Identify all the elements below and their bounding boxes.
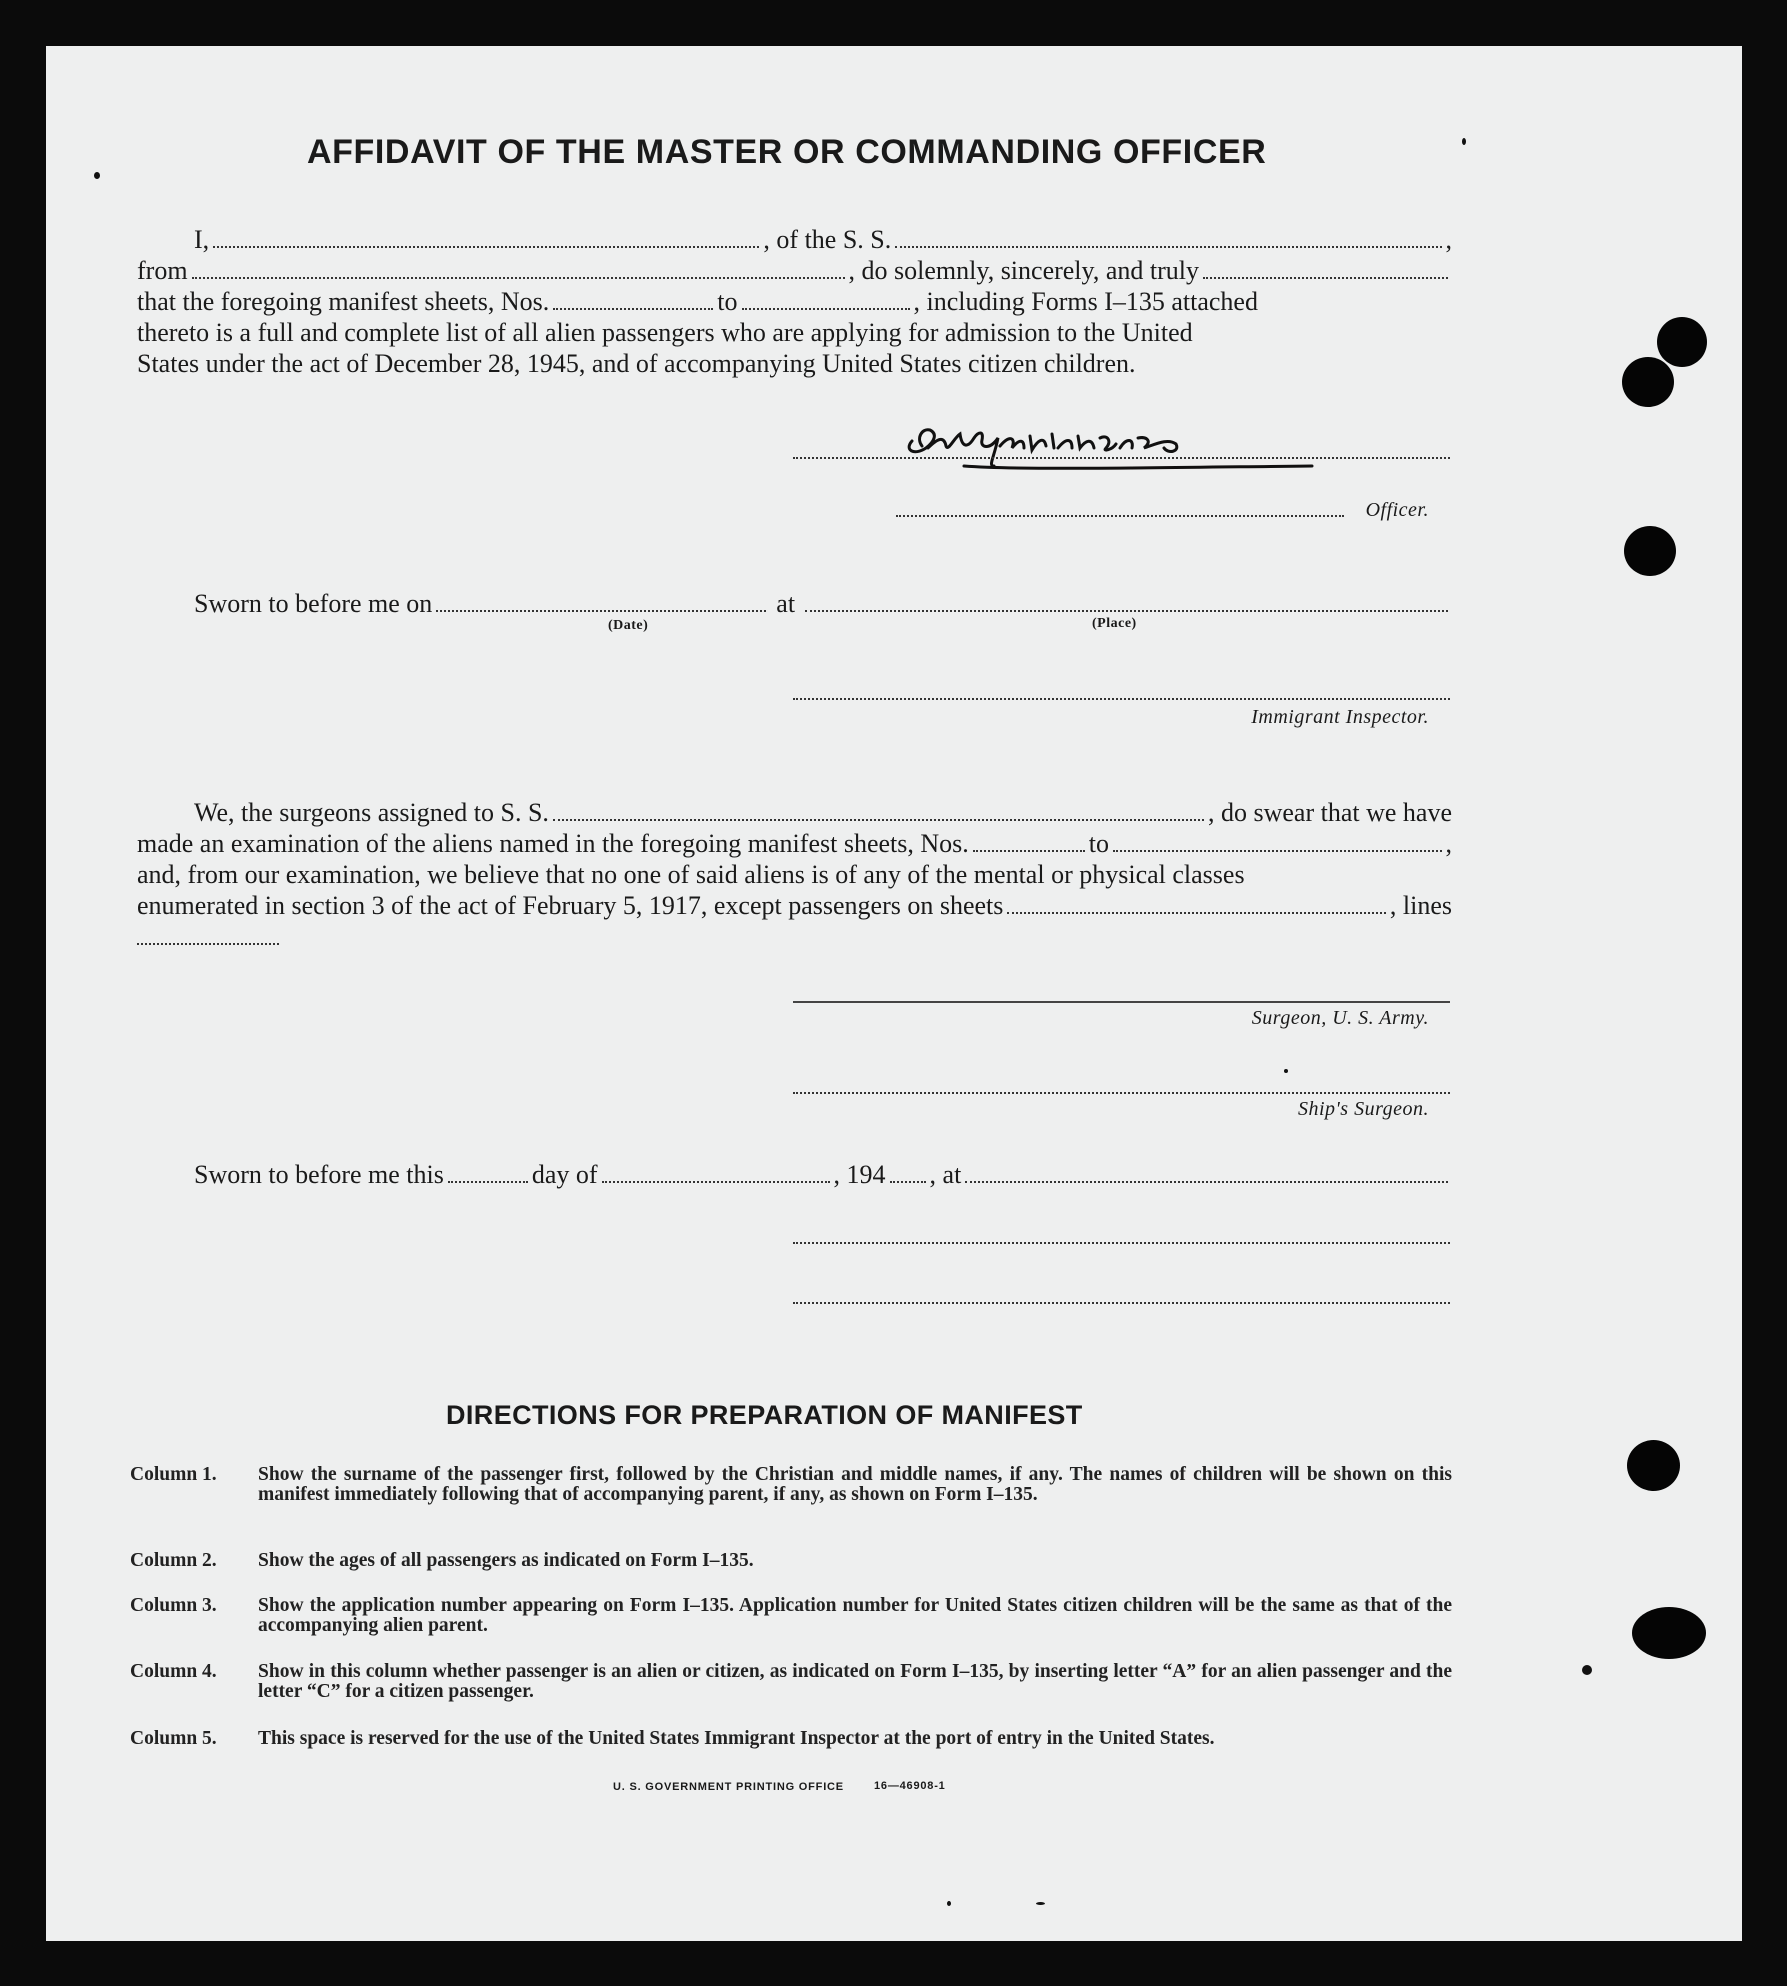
page-title: AFFIDAVIT OF THE MASTER OR COMMANDING OFFICER: [307, 133, 1267, 171]
departure-port-field[interactable]: [192, 277, 845, 279]
surgeon-line-1: [137, 797, 1452, 828]
surgeon-line-3: [137, 859, 1452, 890]
punch-hole: [1624, 526, 1676, 576]
punch-hole: [1627, 1440, 1680, 1491]
direction-text: Show in this column whether passenger is an alien or citizen, as indicated on Form I–135, by inserting letter “A” for an alien passenger and the letter “C” for a citizen passenger.: [258, 1661, 1452, 1702]
speck: [94, 172, 100, 179]
date-caption: (Date): [608, 618, 649, 633]
direction-item: [130, 1662, 1452, 1704]
affidavit-text: States under the act of December 28, 1945, and of accompanying United States citizen children.: [137, 349, 1136, 378]
speck: [947, 1901, 951, 1906]
ship-surgeon-signature-line: [793, 1092, 1450, 1094]
speck: [1036, 1902, 1045, 1905]
direction-text: This space is reserved for the use of the United States Immigrant Inspector at the port of entry in the United States.: [258, 1728, 1215, 1749]
sheet-to-field[interactable]: [742, 308, 910, 310]
except-sheets-field[interactable]: [1007, 912, 1385, 914]
direction-text: Show the application number appearing on Form I–135. Application number for United States citizen children will be the same as that of the accompanying alien parent.: [258, 1595, 1452, 1636]
affidavit-line-1: [137, 224, 1452, 255]
signature-line: [793, 1242, 1450, 1244]
army-surgeon-signature-line: [793, 1001, 1450, 1003]
surgeon-text: made an examination of the aliens named in the foregoing manifest sheets, Nos.: [137, 829, 969, 858]
affidavit-line-3: [137, 286, 1452, 317]
printer-imprint: U. S. GOVERNMENT PRINTING OFFICE: [613, 1781, 844, 1793]
place-caption: (Place): [1092, 616, 1137, 631]
except-lines-field[interactable]: [137, 943, 279, 945]
punch-hole: [1622, 357, 1674, 407]
surgeon-sheet-from-field[interactable]: [973, 850, 1085, 852]
sworn-text: Sworn to before me this: [194, 1160, 444, 1189]
sworn-text: day of: [531, 1160, 598, 1189]
direction-column-label: Column 1.: [130, 1464, 217, 1485]
sworn-line-2: [194, 1159, 1452, 1190]
sworn-text: Sworn to before me on: [194, 589, 433, 618]
affidavit-line-4: [137, 317, 1452, 348]
surgeon-line-2: [137, 828, 1452, 859]
direction-item: [130, 1551, 1452, 1573]
surgeon-text: to: [1088, 829, 1109, 858]
ship-surgeon-label: Ship's Surgeon.: [1297, 1098, 1429, 1120]
speck: [1582, 1665, 1592, 1675]
affidavit-text: , including Forms I–135 attached: [913, 287, 1258, 316]
affidavit-line-2: [137, 255, 1452, 286]
sworn-text: , at: [929, 1160, 962, 1189]
officer-signature: [898, 408, 1318, 478]
surgeon-text: , do swear that we have: [1207, 798, 1452, 827]
sworn-month-field[interactable]: [602, 1181, 830, 1183]
speck: [1462, 138, 1466, 145]
direction-item: [130, 1465, 1452, 1525]
sworn-place-field[interactable]: [805, 610, 1448, 612]
affidavit-text: , of the S. S.: [763, 225, 892, 254]
officer-label: Officer.: [1365, 499, 1429, 521]
sworn-date-field[interactable]: [436, 610, 766, 612]
ship-name-field[interactable]: [895, 246, 1441, 248]
direction-text: Show the ages of all passengers as indicated on Form I–135.: [258, 1550, 754, 1571]
sworn-line-1: [194, 588, 1452, 619]
directions-title: DIRECTIONS FOR PREPARATION OF MANIFEST: [446, 1400, 1083, 1430]
officer-title-line: [896, 515, 1344, 517]
direction-text: Show the surname of the passenger first, followed by the Christian and middle names, if any. The names of children will be shown on this manifest immediately following that of accompanying parent, if any, as shown on Form I–135.: [258, 1464, 1452, 1505]
direction-column-label: Column 2.: [130, 1550, 217, 1571]
affidavit-line-5: [137, 348, 1452, 379]
surgeon-text: , lines: [1389, 891, 1452, 920]
inspector-label: Immigrant Inspector.: [1251, 706, 1429, 728]
army-surgeon-label: Surgeon, U. S. Army.: [1251, 1007, 1429, 1029]
surgeon-text: We, the surgeons assigned to S. S.: [194, 798, 549, 827]
sworn-text: at: [776, 589, 796, 618]
inspector-signature-line: [793, 698, 1450, 700]
punch-hole: [1632, 1607, 1706, 1659]
sworn-place-field-2[interactable]: [965, 1181, 1448, 1183]
form-code: 16—46908-1: [874, 1780, 946, 1792]
master-name-field[interactable]: [213, 246, 759, 248]
direction-column-label: Column 5.: [130, 1728, 217, 1749]
sworn-year-field[interactable]: [890, 1181, 926, 1183]
punch-hole: [1657, 317, 1707, 367]
surgeon-line-4: [137, 890, 1452, 921]
affidavit-text: to: [717, 287, 738, 316]
officer-signature-line: [793, 457, 1450, 459]
surgeon-text: and, from our examination, we believe that no one of said aliens is of any of the mental or physical classes: [137, 860, 1245, 889]
sworn-text: , 194: [833, 1160, 886, 1189]
direction-item: [130, 1596, 1452, 1638]
direction-item: [130, 1729, 1452, 1771]
surgeon-ship-field[interactable]: [553, 819, 1204, 821]
direction-column-label: Column 3.: [130, 1595, 217, 1616]
sworn-day-field[interactable]: [448, 1181, 528, 1183]
sheet-from-field[interactable]: [553, 308, 713, 310]
affidavit-text: I,: [194, 225, 210, 254]
surgeon-text: ,: [1445, 829, 1452, 858]
affidavit-text: thereto is a full and complete list of all alien passengers who are applying for admission to the United: [137, 318, 1193, 347]
surgeon-sheet-to-field[interactable]: [1113, 850, 1442, 852]
surgeon-text: enumerated in section 3 of the act of February 5, 1917, except passengers on sheets: [137, 891, 1004, 920]
affidavit-text: , do solemnly, sincerely, and truly: [848, 256, 1199, 285]
oath-field[interactable]: [1203, 277, 1448, 279]
speck: [1284, 1069, 1288, 1073]
signature-line: [793, 1302, 1450, 1304]
affidavit-text: that the foregoing manifest sheets, Nos.: [137, 287, 550, 316]
affidavit-text: from: [137, 256, 188, 285]
direction-column-label: Column 4.: [130, 1661, 217, 1682]
affidavit-text: ,: [1445, 225, 1453, 254]
